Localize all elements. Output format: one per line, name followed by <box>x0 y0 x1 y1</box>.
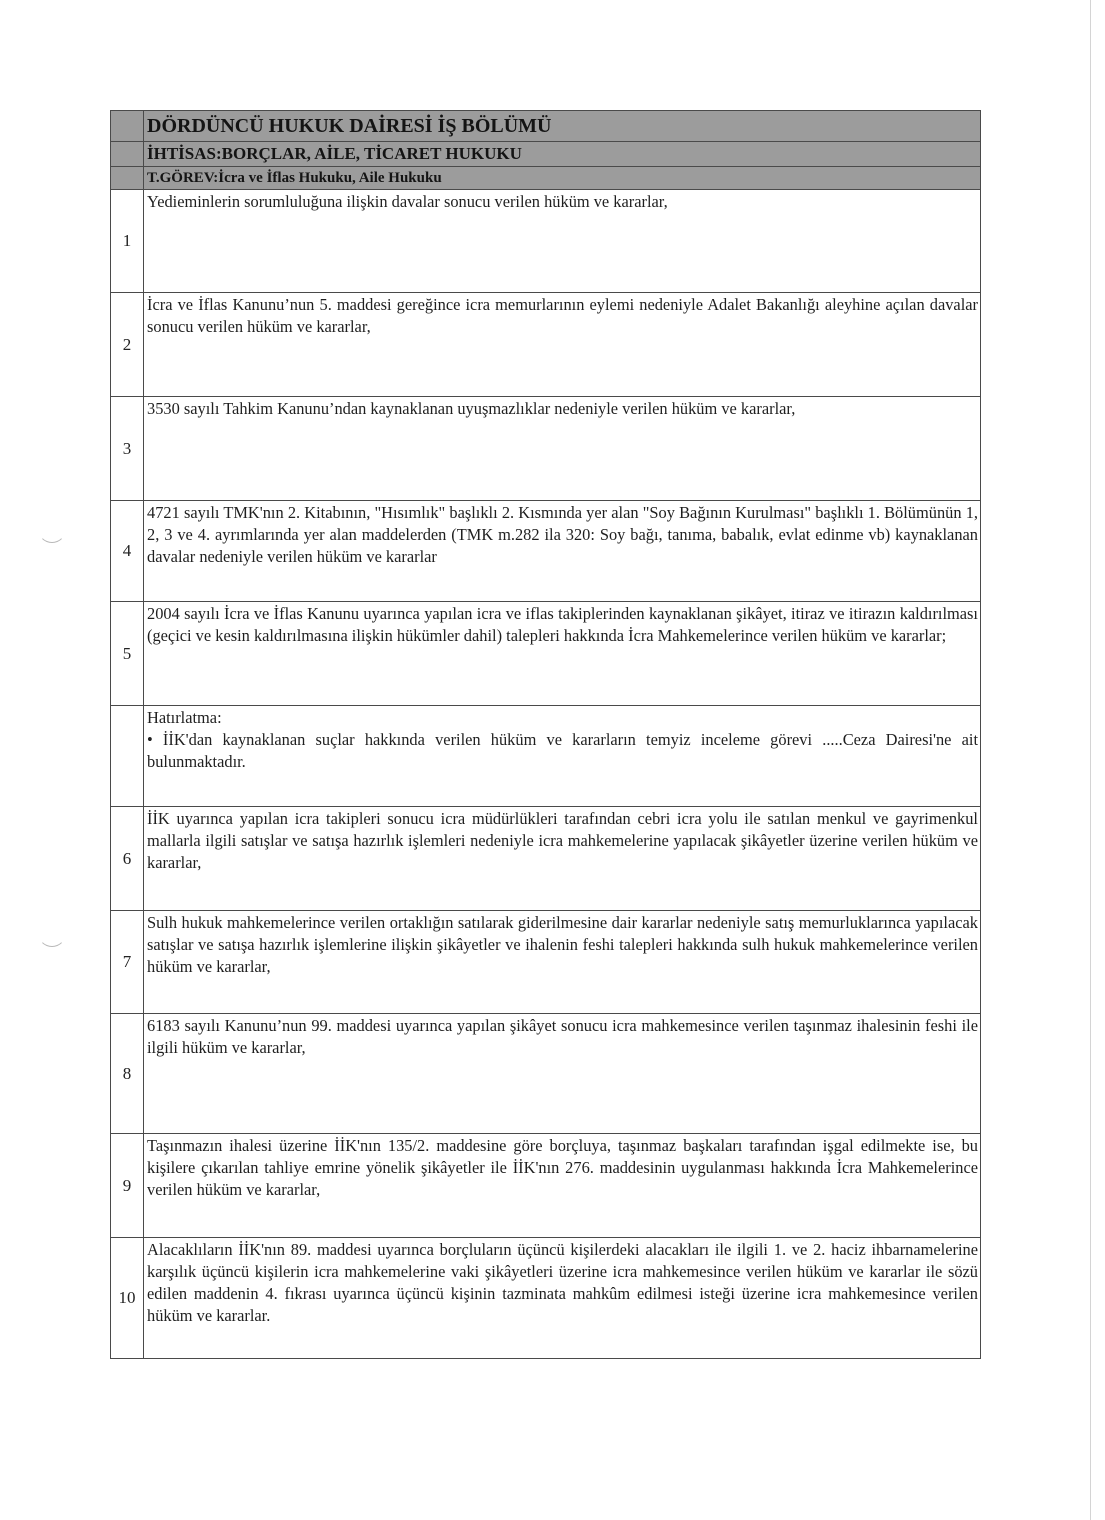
item-text: 4721 sayılı TMK'nın 2. Kitabının, "Hısımlık" başlıklı 2. Kısmında yer alan "Soy Bağının Kurulması" başlıklı 1. Bölümünün 1, 2, 3 ve 4. ayrımlarında yer alan maddelerden (TMK m.282 ila 320: Soy bağı, tanıma, babalık, evlat edinme vb) kaynaklanan davalar nedeniyle verilen hüküm ve kararlar <box>144 501 981 602</box>
punch-hole-mark <box>38 516 66 543</box>
item-text: Taşınmazın ihalesi üzerine İİK'nın 135/2. maddesine göre borçluya, taşınmaz başkaları tarafından işgal edilmekte ise, bu kişilere çıkarılan tahliye emrine yönelik şikâyetler ile İİK'nın 276. maddesinin uygulanması hakkında İcra Mahkemelerince verilen hüküm ve kararlar, <box>144 1134 981 1238</box>
item-number: 2 <box>111 293 144 397</box>
reminder-cell <box>144 706 981 807</box>
division-rules-table <box>110 110 981 1359</box>
table-row <box>111 602 981 706</box>
item-number: 3 <box>111 397 144 501</box>
table-row <box>111 190 981 293</box>
item-number: 5 <box>111 602 144 706</box>
table-row <box>111 807 981 911</box>
table-row <box>111 1134 981 1238</box>
gorev-label: T.GÖREV:İcra ve İflas Hukuku, Aile Hukuku <box>144 167 981 190</box>
item-number: 1 <box>111 190 144 293</box>
table-row <box>111 293 981 397</box>
item-number: 10 <box>111 1238 144 1359</box>
item-number: 4 <box>111 501 144 602</box>
ihtisas-label: İHTİSAS:BORÇLAR, AİLE, TİCARET HUKUKU <box>144 142 981 167</box>
header-row-ihtisas <box>111 142 981 167</box>
item-text: Sulh hukuk mahkemelerince verilen ortaklığın satılarak giderilmesine dair kararlar nedeniyle satış memurluklarınca yapılacak satışlar ve satışa hazırlık işlemlerine ilişkin şikâyetler ve ihalenin feshi talepleri hakkında sulh hukuk mahkemelerince verilen hüküm ve kararlar, <box>144 911 981 1014</box>
item-text: 6183 sayılı Kanunu’nun 99. maddesi uyarınca yapılan şikâyet sonucu icra mahkemesince verilen taşınmaz ihalesinin feshi ile ilgili hüküm ve kararlar, <box>144 1014 981 1134</box>
item-text: İİK uyarınca yapılan icra takipleri sonucu icra müdürlükleri tarafından cebri icra yolu ile satılan menkul ve gayrimenkul mallarla ilgili satışlar ve satışa hazırlık işlemleri nedeniyle icra mahkemelerine yapılacak şikâyetler üzerine verilen hüküm ve kararlar, <box>144 807 981 911</box>
item-text: Alacaklıların İİK'nın 89. maddesi uyarınca borçluların üçüncü kişilerdeki alacakları ile ilgili 1. ve 2. haciz ihbarnamelerine karşılık üçüncü kişilerin icra mahkemelerine vaki şikâyetleri üzerine icra mahkemesince verilen hüküm ve kararlar ile sözü edilen maddenin 4. fıkrası uyarınca üçüncü kişinin tazminata mahkûm edilmesi isteği üzerine icra mahkemesince verilen hüküm ve kararlar. <box>144 1238 981 1359</box>
item-number: 8 <box>111 1014 144 1134</box>
reminder-bullet: • İİK'dan kaynaklanan suçlar hakkında verilen hüküm ve kararların temyiz inceleme görevi .....Ceza Dairesi'ne ait bulunmaktadır. <box>147 730 978 771</box>
item-number: 7 <box>111 911 144 1014</box>
reminder-title: Hatırlatma: <box>147 708 222 727</box>
header-row-gorev <box>111 167 981 190</box>
table-row <box>111 501 981 602</box>
header-row-title <box>111 111 981 142</box>
table-row <box>111 1238 981 1359</box>
reminder-num-cell <box>111 706 144 807</box>
document-title: DÖRDÜNCÜ HUKUK DAİRESİ İŞ BÖLÜMÜ <box>144 111 981 142</box>
table-row <box>111 911 981 1014</box>
page-edge <box>1090 0 1091 1520</box>
header-num-cell <box>111 142 144 167</box>
item-number: 6 <box>111 807 144 911</box>
item-text: İcra ve İflas Kanunu’nun 5. maddesi gereğince icra memurlarının eylemi nedeniyle Adalet Bakanlığı aleyhine açılan davalar sonucu verilen hüküm ve kararlar, <box>144 293 981 397</box>
item-number: 9 <box>111 1134 144 1238</box>
reminder-row <box>111 706 981 807</box>
item-text: 3530 sayılı Tahkim Kanunu’ndan kaynaklanan uyuşmazlıklar nedeniyle verilen hüküm ve kararlar, <box>144 397 981 501</box>
item-text: 2004 sayılı İcra ve İflas Kanunu uyarınca yapılan icra ve iflas takiplerinden kaynaklanan şikâyet, itiraz ve itirazın kaldırılması (geçici ve kesin kaldırılmasına ilişkin hükümler dahil) talepleri hakkında İcra Mahkemelerince verilen hüküm ve kararlar; <box>144 602 981 706</box>
table-row <box>111 397 981 501</box>
item-text: Yedieminlerin sorumluluğuna ilişkin davalar sonucu verilen hüküm ve kararlar, <box>144 190 981 293</box>
header-num-cell <box>111 167 144 190</box>
punch-hole-mark <box>38 920 66 947</box>
header-num-cell <box>111 111 144 142</box>
table-row <box>111 1014 981 1134</box>
